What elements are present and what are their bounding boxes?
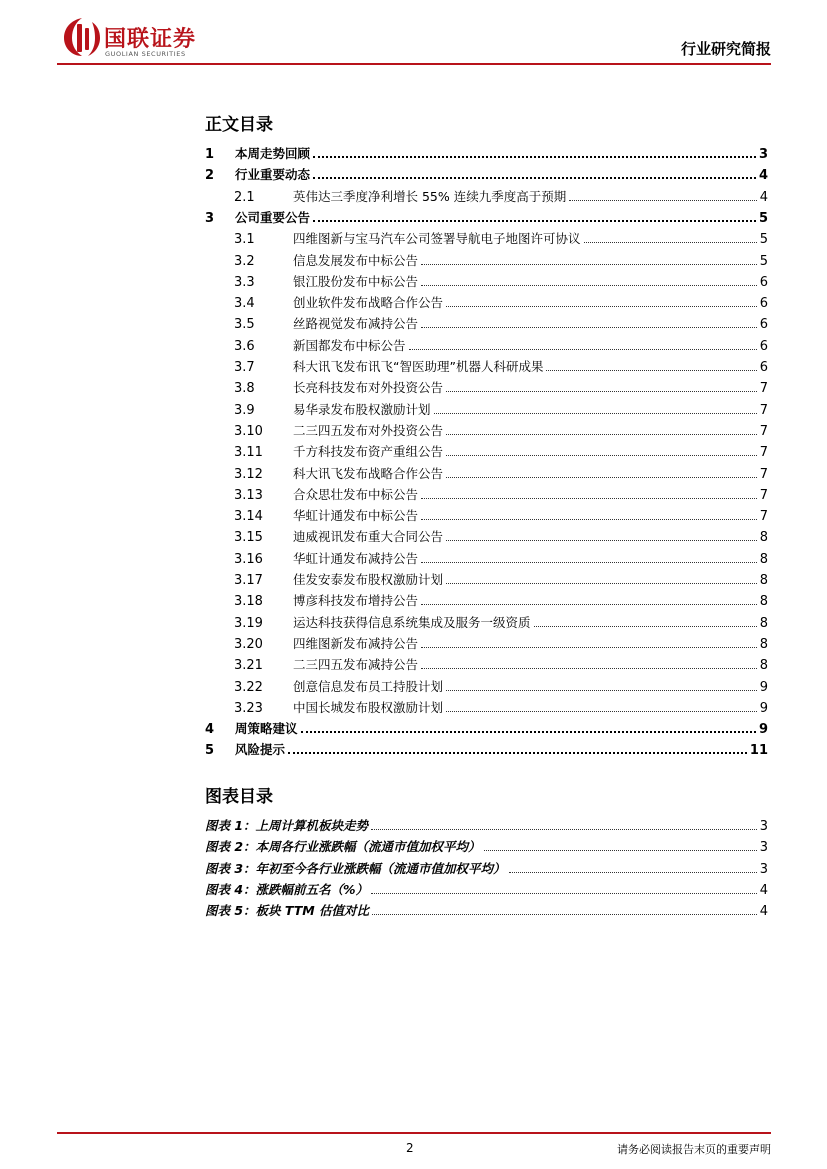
toc-entry[interactable] [205,206,768,226]
toc-entry-page: 7 [759,487,768,503]
toc-entry-number: 3.1 [234,232,255,248]
toc-entry-title: 迪威视讯发布重大合同公告 [293,529,444,545]
leader-dots [409,349,757,350]
figure-entry[interactable] [205,857,768,877]
toc-entry-number: 3.11 [234,445,263,461]
toc-entry-number: 5 [205,743,215,759]
toc-entry-page: 8 [759,594,768,610]
toc-entry-number: 2 [205,168,215,184]
toc-entry-page: 4 [758,168,768,184]
leader-dots [288,752,747,754]
toc-entry[interactable] [205,312,768,332]
figure-entry-page: 3 [759,819,768,834]
toc-entry[interactable] [205,547,768,567]
toc-entry[interactable] [205,355,768,375]
toc-entry-page: 6 [759,360,768,375]
toc-entry-page: 7 [759,466,768,482]
toc-entry-number: 4 [205,722,215,738]
figure-entry-page: 3 [759,840,768,856]
toc-entry-page: 4 [759,189,768,205]
toc-entry[interactable] [205,376,768,396]
leader-dots [421,604,757,605]
toc-entry[interactable] [205,163,768,183]
toc-entry-page: 6 [759,274,768,290]
figure-entry[interactable] [205,814,768,834]
toc-entry[interactable] [205,653,768,673]
toc-entry-title: 四维图新与宝马汽车公司签署导航电子地图许可协议 [293,231,581,247]
leader-dots [313,156,756,158]
toc-entry-page: 8 [759,636,768,652]
leader-dots [546,370,756,371]
figure-entry-title: 图表 5：板块 TTM 估值对比 [205,903,370,919]
toc-entry-number: 3.9 [234,402,255,418]
toc-entry-page: 7 [759,445,768,461]
toc-entry-page: 5 [759,253,768,269]
toc-entry-number: 3.16 [234,551,263,567]
leader-dots [313,220,756,222]
toc-entry-page: 11 [749,743,768,759]
toc-entry-title: 公司重要公告 [235,209,311,225]
toc-entry-page: 7 [759,402,768,418]
toc-entry[interactable] [205,334,768,354]
leader-dots [584,242,757,243]
toc-entry-title: 二三四五发布对外投资公告 [293,422,444,438]
toc-entry-page: 9 [759,700,768,716]
toc-entry-number: 3.20 [234,636,263,652]
toc-entry-number: 3.5 [234,317,255,333]
leader-dots [446,690,757,691]
toc-entry-number: 2.1 [234,189,255,205]
leader-dots [446,391,757,392]
leader-dots [313,177,756,179]
leader-dots [446,434,757,435]
company-name-cn: 国联证券 [104,27,197,52]
leader-dots [446,306,757,307]
toc-entry-number: 3.8 [234,381,255,397]
leader-dots [372,914,757,915]
leader-dots [301,731,756,733]
figure-entry-page: 3 [759,861,768,877]
toc-entry-page: 7 [759,509,768,525]
figure-entry-title: 图表 2：本周各行业涨跌幅（流通市值加权平均） [205,839,481,855]
toc-entry-title: 长亮科技发布对外投资公告 [293,380,444,396]
figure-entry-page: 4 [759,882,768,898]
toc-entry-title: 佳发安泰发布股权激励计划 [293,572,444,587]
leader-dots [446,455,757,456]
figure-entry[interactable] [205,835,768,855]
toc-entry-title: 行业重要动态 [235,167,311,183]
toc-entry-page: 8 [759,530,768,546]
header-divider [57,63,771,65]
figure-entry-title: 图表 1：上周计算机板块走势 [205,818,369,833]
toc-entry-title: 二三四五发布减持公告 [293,657,419,673]
figures-title: 图表目录 [205,787,273,807]
toc-entry-number: 3.18 [234,594,263,610]
toc-entry-title: 创意信息发布员工持股计划 [293,678,444,694]
figure-entry-title: 图表 4：涨跌幅前五名（%） [205,881,369,897]
toc-entry-number: 3.3 [234,274,255,290]
leader-dots [446,540,757,541]
toc-entry-number: 3.19 [234,615,263,631]
toc-entry-number: 3.2 [234,253,255,269]
figure-entry[interactable] [205,878,768,898]
toc-entry-number: 3.13 [234,487,263,503]
leader-dots [434,413,757,414]
toc-entry-title: 四维图新发布减持公告 [293,635,419,651]
company-name-en: GUOLIAN SECURITIES [105,50,186,58]
leader-dots [421,562,757,563]
toc-entry-title: 运达科技获得信息系统集成及服务一级资质 [293,614,531,630]
toc-entry-title: 周策略建议 [235,721,298,737]
toc-entry[interactable] [205,440,768,460]
toc-entry[interactable] [205,483,768,503]
toc-entry-number: 3.17 [234,573,263,588]
toc-entry[interactable] [205,717,768,737]
toc-entry-number: 3.21 [234,658,263,674]
leader-dots [446,711,757,712]
toc-entry[interactable] [205,185,768,205]
toc-entry[interactable] [205,568,768,588]
toc-entry-number: 3.23 [234,700,263,716]
leader-dots [371,829,757,830]
toc-entry-title: 华虹计通发布中标公告 [293,508,419,524]
leader-dots [484,850,757,851]
figure-entry[interactable] [205,899,768,919]
page-header [0,0,827,66]
toc-entry-page: 8 [759,615,768,631]
leader-dots [569,200,756,201]
toc-entry-title: 信息发展发布中标公告 [293,252,419,268]
toc-title: 正文目录 [205,115,273,135]
toc-entry-page: 8 [759,658,768,674]
toc-entry[interactable] [205,291,768,311]
leader-dots [421,519,757,520]
toc-entry-title: 风险提示 [235,742,286,758]
leader-dots [421,327,757,328]
leader-dots [534,626,757,627]
guolian-logo-icon [62,16,102,58]
toc-entry-page: 7 [759,381,768,397]
toc-entry-number: 3.12 [234,466,263,482]
leader-dots [421,264,757,265]
toc-entry[interactable] [205,270,768,290]
toc-entry-title: 新国都发布中标公告 [293,337,406,353]
leader-dots [421,285,757,286]
toc-entry-page: 8 [759,573,768,588]
toc-entry-page: 8 [759,551,768,567]
toc-entry[interactable] [205,675,768,695]
toc-entry[interactable] [205,227,768,247]
toc-entry[interactable] [205,249,768,269]
toc-entry-page: 6 [759,296,768,312]
toc-entry-title: 合众思壮发布中标公告 [293,486,419,502]
toc-entry-number: 3.4 [234,296,255,312]
leader-dots [421,498,757,499]
toc-entry-title: 本周走势回顾 [235,146,311,161]
leader-dots [509,872,757,873]
toc-entry-number: 3.22 [234,679,263,695]
footer-disclaimer: 请务必阅读报告末页的重要声明 [617,1143,771,1156]
toc-entry-title: 华虹计通发布减持公告 [293,550,419,566]
toc-entry-page: 6 [759,317,768,333]
toc-entry-page: 5 [758,210,768,226]
toc-entry-title: 创业软件发布战略合作公告 [293,295,444,311]
toc-entry[interactable] [205,419,768,439]
toc-entry[interactable] [205,589,768,609]
toc-entry-number: 3.6 [234,338,255,354]
page-number: 2 [406,1141,414,1155]
footer-divider [57,1132,771,1134]
toc-entry-page: 9 [758,722,768,738]
toc-entry-title: 博彦科技发布增持公告 [293,593,419,609]
toc-entry-number: 3.15 [234,530,263,546]
toc-entry-page: 7 [759,423,768,439]
leader-dots [421,647,757,648]
toc-entry-title: 英伟达三季度净利增长 55% 连续九季度高于预期 [293,188,567,204]
toc-entry-title: 中国长城发布股权激励计划 [293,699,444,715]
toc-entry-page: 6 [759,338,768,354]
figure-entry-page: 4 [759,904,768,920]
toc-entry-title: 易华录发布股权激励计划 [293,401,431,417]
toc-entry-number: 1 [205,147,215,162]
toc-entry[interactable] [205,632,768,652]
leader-dots [421,668,757,669]
toc-entry-title: 千方科技发布资产重组公告 [293,444,444,460]
figure-entry-title: 图表 3：年初至今各行业涨跌幅（流通市值加权平均） [205,860,506,876]
toc-entry-page: 5 [759,232,768,248]
toc-entry[interactable] [205,696,768,716]
toc-entry-number: 3.7 [234,360,255,375]
toc-entry-title: 科大讯飞发布讯飞“智医助理”机器人科研成果 [293,359,544,374]
report-type: 行业研究简报 [680,40,771,58]
leader-dots [446,583,757,584]
toc-entry-page: 3 [758,147,768,162]
toc-entry-page: 9 [759,679,768,695]
leader-dots [446,477,757,478]
toc-entry[interactable] [205,398,768,418]
toc-entry[interactable] [205,504,768,524]
toc-entry-number: 3.14 [234,509,263,525]
toc-entry-number: 3.10 [234,423,263,439]
toc-entry[interactable] [205,611,768,631]
company-logo [62,16,212,60]
leader-dots [371,893,757,894]
toc-entry[interactable] [205,525,768,545]
toc-entry[interactable] [205,142,768,162]
toc-entry[interactable] [205,738,768,758]
toc-entry[interactable] [205,462,768,482]
toc-entry-number: 3 [205,210,215,226]
toc-entry-title: 丝路视觉发布减持公告 [293,316,419,332]
toc-entry-title: 科大讯飞发布战略合作公告 [293,465,444,481]
toc-entry-title: 银江股份发布中标公告 [293,273,419,289]
